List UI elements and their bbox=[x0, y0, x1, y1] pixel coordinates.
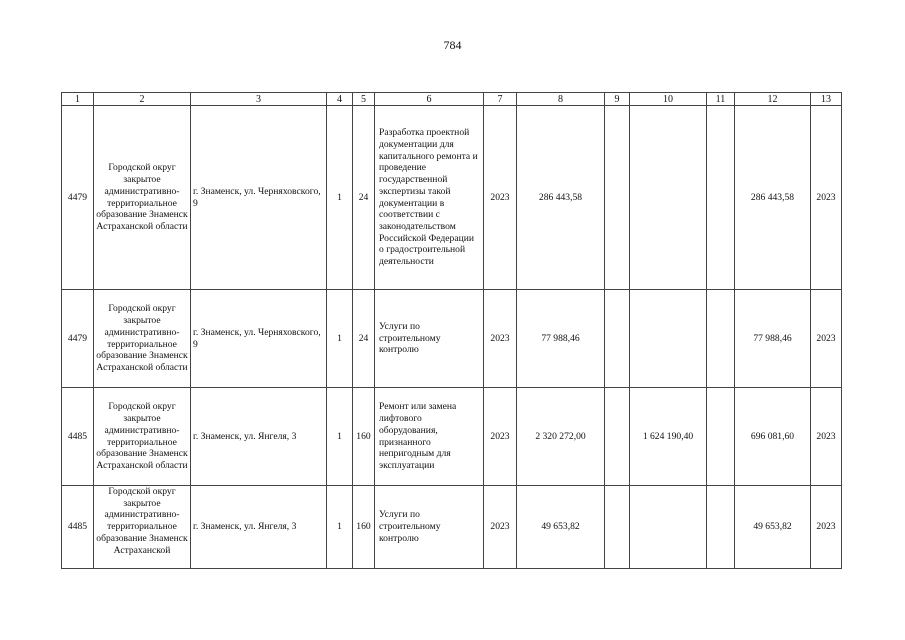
column-header: 9 bbox=[605, 93, 630, 106]
cell-work-type: Разработка проектной документации для капитального ремонта и проведение государственной экспертизы такой документации в соответствии с законодательством Российской Федерации о градостроительной деятельности bbox=[375, 106, 484, 290]
column-header: 7 bbox=[484, 93, 517, 106]
cell-col-4: 1 bbox=[327, 486, 353, 569]
column-header: 11 bbox=[707, 93, 735, 106]
cell-col-5: 160 bbox=[353, 486, 375, 569]
column-header: 6 bbox=[375, 93, 484, 106]
column-header: 5 bbox=[353, 93, 375, 106]
column-header: 10 bbox=[630, 93, 707, 106]
cell-completion-year: 2023 bbox=[811, 106, 842, 290]
cell-completion-year: 2023 bbox=[811, 290, 842, 388]
cell-col-10 bbox=[630, 106, 707, 290]
cell-col-12: 49 653,82 bbox=[735, 486, 811, 569]
cell-col-12: 77 988,46 bbox=[735, 290, 811, 388]
cell-year: 2023 bbox=[484, 106, 517, 290]
column-header: 2 bbox=[94, 93, 191, 106]
cell-municipality: Городской округ закрытое административно-территориальное образование Знаменск Астраханской области bbox=[94, 388, 191, 486]
cell-municipality: Городской округ закрытое административно-территориальное образование Знаменск Астраханской области bbox=[94, 290, 191, 388]
cell-col-11 bbox=[707, 486, 735, 569]
cell-col-10 bbox=[630, 290, 707, 388]
data-table bbox=[61, 92, 842, 569]
table-row bbox=[62, 486, 842, 569]
cell-col-9 bbox=[605, 290, 630, 388]
data-table-container bbox=[61, 92, 842, 569]
cell-entry-number: 4485 bbox=[62, 486, 94, 569]
cell-completion-year: 2023 bbox=[811, 388, 842, 486]
cell-completion-year: 2023 bbox=[811, 486, 842, 569]
header-row bbox=[62, 93, 842, 106]
table-row bbox=[62, 106, 842, 290]
cell-address: г. Знаменск, ул. Черняховского, 9 bbox=[191, 290, 327, 388]
cell-total-cost: 286 443,58 bbox=[517, 106, 605, 290]
page-number: 784 bbox=[443, 38, 462, 52]
cell-col-4: 1 bbox=[327, 106, 353, 290]
cell-municipality: Городской округ закрытое административно-территориальное образование Знаменск Астраханской bbox=[94, 486, 191, 569]
column-header: 1 bbox=[62, 93, 94, 106]
cell-col-10: 1 624 190,40 bbox=[630, 388, 707, 486]
cell-col-12: 286 443,58 bbox=[735, 106, 811, 290]
cell-year: 2023 bbox=[484, 486, 517, 569]
cell-year: 2023 bbox=[484, 388, 517, 486]
column-header: 12 bbox=[735, 93, 811, 106]
cell-total-cost: 77 988,46 bbox=[517, 290, 605, 388]
cell-total-cost: 2 320 272,00 bbox=[517, 388, 605, 486]
column-header: 8 bbox=[517, 93, 605, 106]
cell-col-4: 1 bbox=[327, 290, 353, 388]
cell-col-12: 696 081,60 bbox=[735, 388, 811, 486]
cell-address: г. Знаменск, ул. Янгеля, 3 bbox=[191, 388, 327, 486]
table-row bbox=[62, 290, 842, 388]
cell-col-9 bbox=[605, 486, 630, 569]
cell-total-cost: 49 653,82 bbox=[517, 486, 605, 569]
cell-col-5: 160 bbox=[353, 388, 375, 486]
cell-col-4: 1 bbox=[327, 388, 353, 486]
cell-address: г. Знаменск, ул. Черняховского, 9 bbox=[191, 106, 327, 290]
cell-entry-number: 4479 bbox=[62, 290, 94, 388]
cell-col-10 bbox=[630, 486, 707, 569]
cell-col-11 bbox=[707, 106, 735, 290]
cell-year: 2023 bbox=[484, 290, 517, 388]
cell-work-type: Ремонт или замена лифтового оборудования, признанного непригодным для эксплуатации bbox=[375, 388, 484, 486]
cell-col-9 bbox=[605, 388, 630, 486]
cell-municipality: Городской округ закрытое административно-территориальное образование Знаменск Астраханской области bbox=[94, 106, 191, 290]
cell-work-type: Услуги по строительному контролю bbox=[375, 290, 484, 388]
cell-col-5: 24 bbox=[353, 290, 375, 388]
cell-col-11 bbox=[707, 290, 735, 388]
table-row bbox=[62, 388, 842, 486]
column-header: 13 bbox=[811, 93, 842, 106]
cell-address: г. Знаменск, ул. Янгеля, 3 bbox=[191, 486, 327, 569]
cell-col-11 bbox=[707, 388, 735, 486]
cell-work-type: Услуги по строительному контролю bbox=[375, 486, 484, 569]
cell-col-9 bbox=[605, 106, 630, 290]
cell-entry-number: 4479 bbox=[62, 106, 94, 290]
cell-entry-number: 4485 bbox=[62, 388, 94, 486]
column-header: 4 bbox=[327, 93, 353, 106]
column-header: 3 bbox=[191, 93, 327, 106]
cell-col-5: 24 bbox=[353, 106, 375, 290]
